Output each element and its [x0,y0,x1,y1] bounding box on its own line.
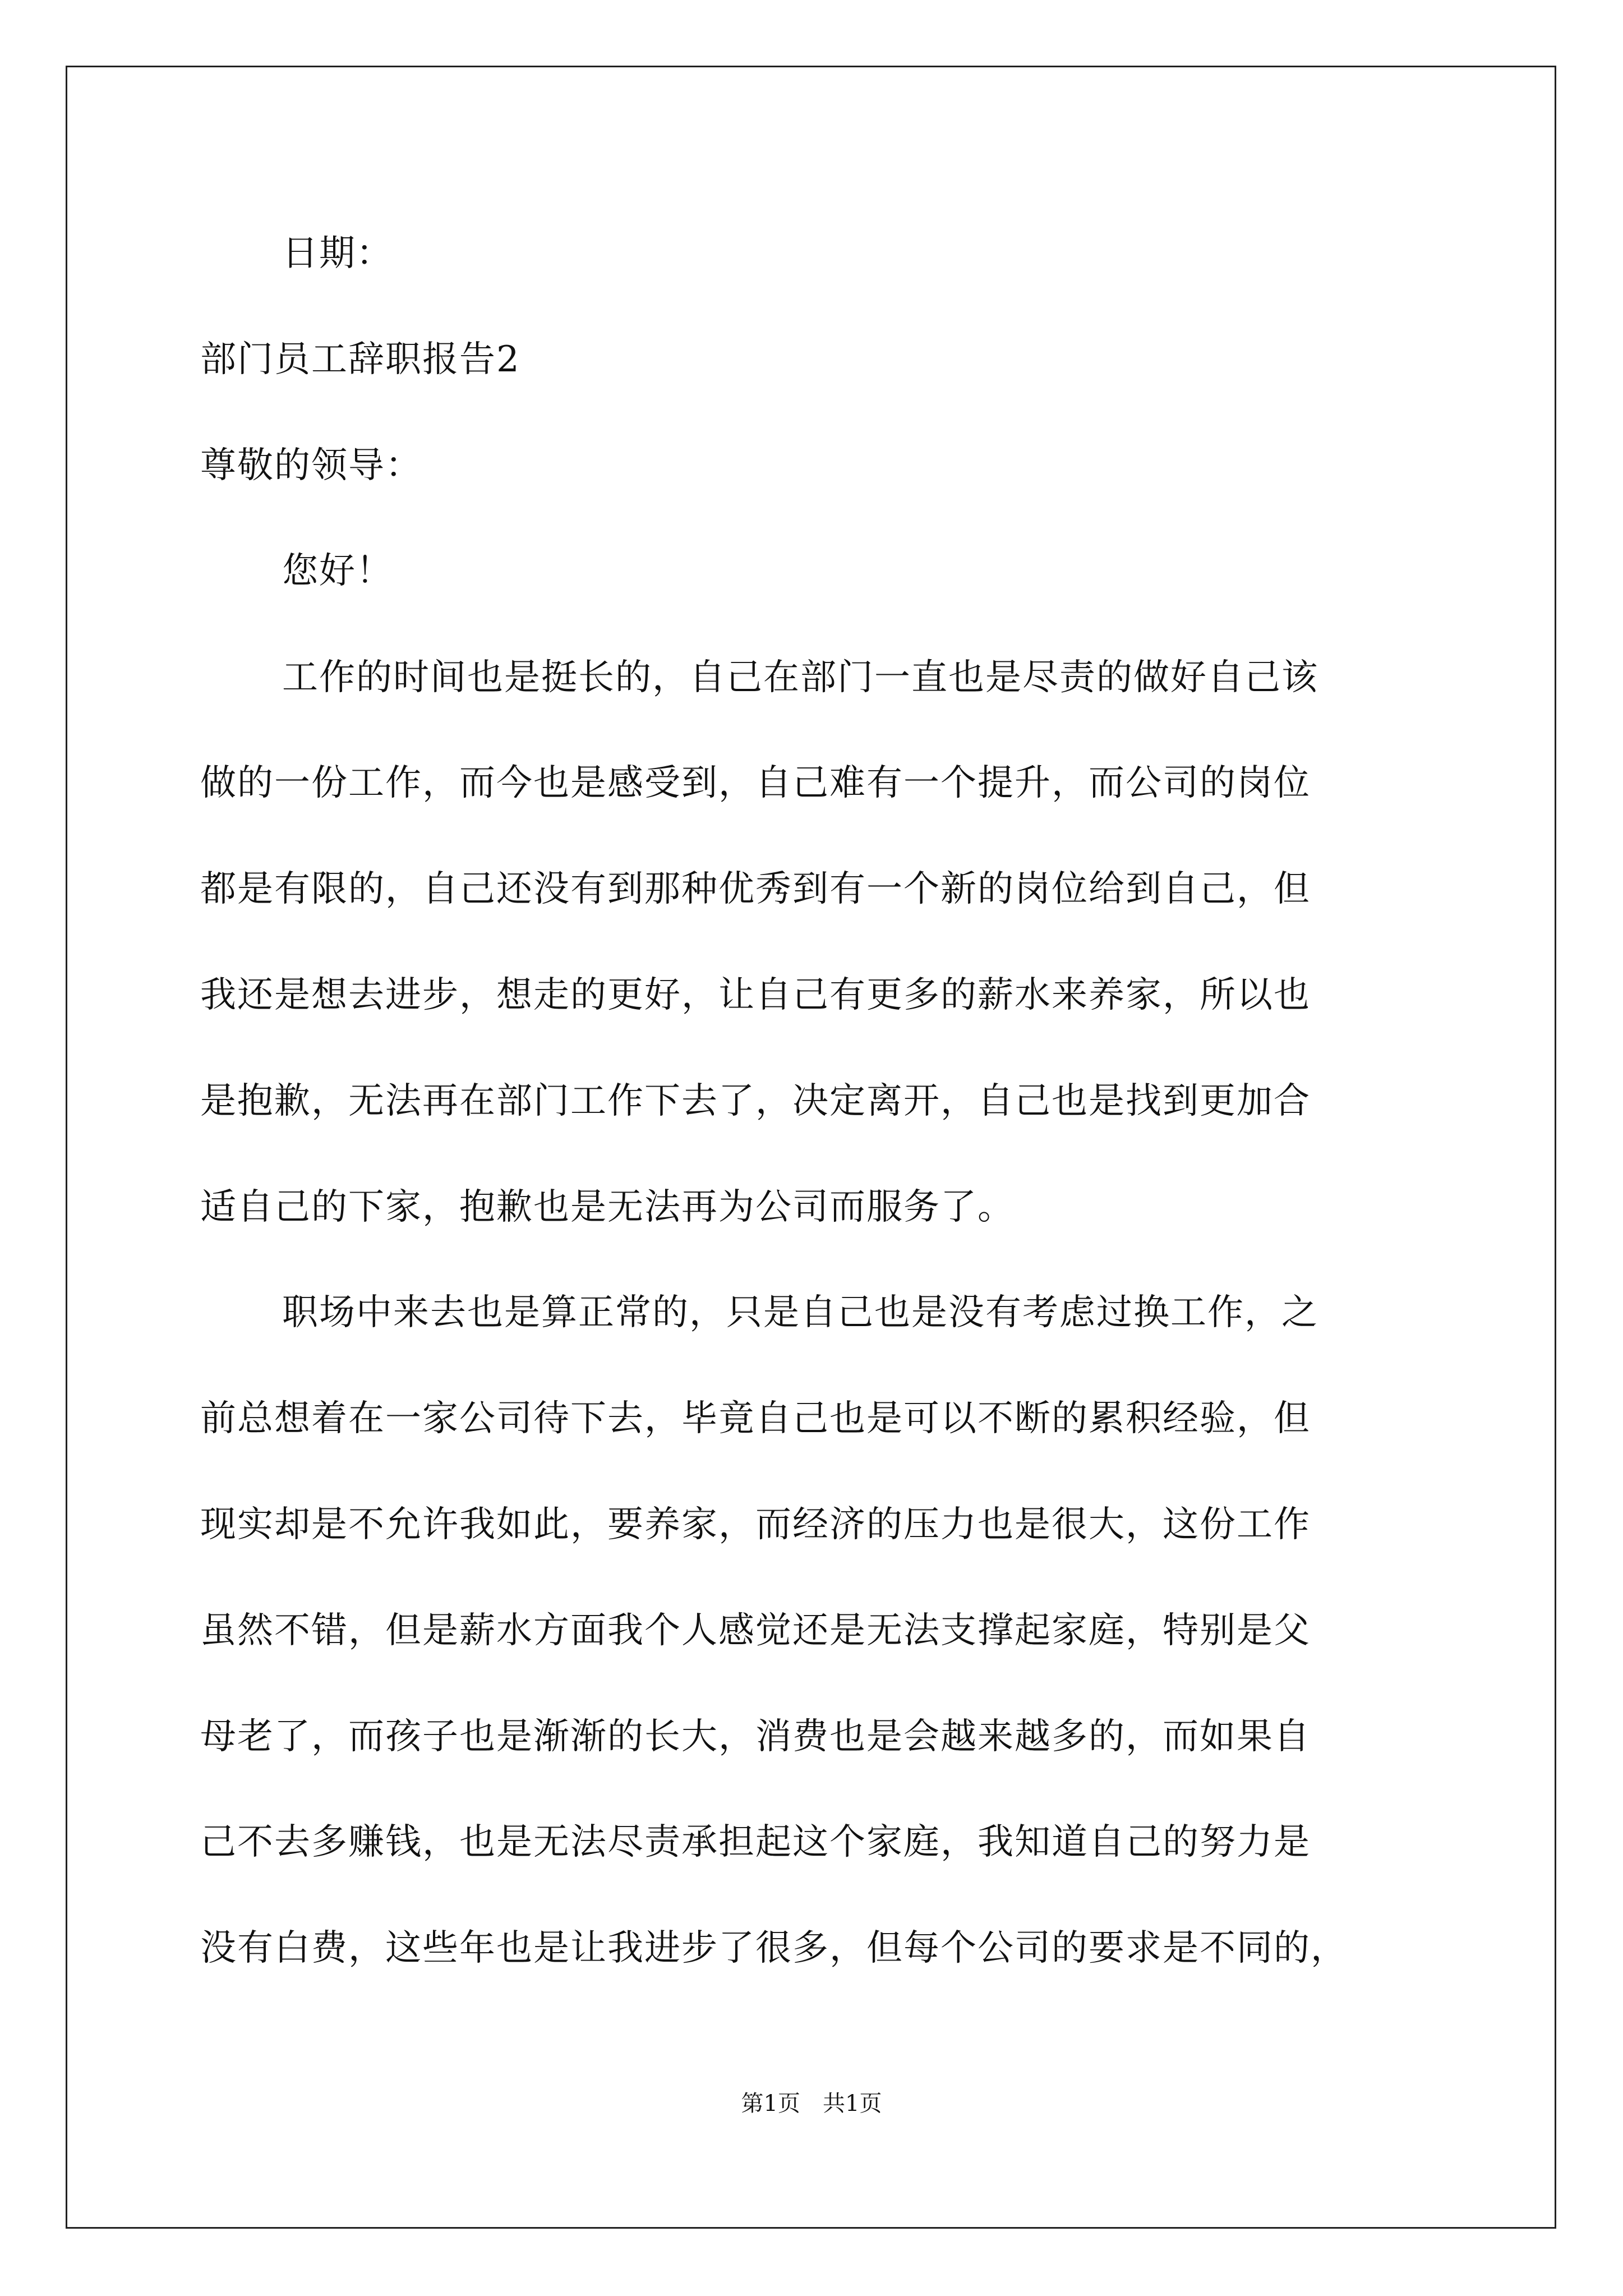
paragraph-2-line: 虽然不错，但是薪水方面我个人感觉还是无法支撑起家庭，特别是父 [200,1610,1311,1651]
paragraph-1-line: 都是有限的，自己还没有到那种优秀到有一个新的岗位给到自己，但 [200,868,1311,910]
page-border [66,66,1556,2229]
date-label: 日期： [282,233,393,274]
salutation: 尊敬的领导： [200,445,422,486]
page-number-footer: 第1页 共1页 [741,2091,882,2116]
paragraph-1-line: 是抱歉，无法再在部门工作下去了，决定离开，自己也是找到更加合 [200,1080,1311,1122]
paragraph-1-line: 适自己的下家，抱歉也是无法再为公司而服务了。 [200,1186,1015,1228]
greeting: 您好！ [282,550,393,592]
paragraph-1-line: 工作的时间也是挺长的，自己在部门一直也是尽责的做好自己该 [282,657,1318,698]
paragraph-1-line: 我还是想去进步，想走的更好，让自己有更多的薪水来养家，所以也 [200,974,1311,1016]
paragraph-2-line: 职场中来去也是算正常的，只是自己也是没有考虑过换工作，之 [282,1292,1318,1333]
document-title: 部门员工辞职报告2 [200,339,520,380]
paragraph-2-line: 母老了，而孩子也是渐渐的长大，消费也是会越来越多的，而如果自 [200,1716,1311,1757]
paragraph-2-line: 前总想着在一家公司待下去，毕竟自己也是可以不断的累积经验，但 [200,1398,1311,1439]
paragraph-2-line: 现实却是不允许我如此，要养家，而经济的压力也是很大，这份工作 [200,1504,1311,1545]
paragraph-2-line: 没有白费，这些年也是让我进步了很多，但每个公司的要求是不同的， [200,1927,1348,1969]
paragraph-1-line: 做的一份工作，而今也是感受到，自己难有一个提升，而公司的岗位 [200,762,1311,804]
paragraph-2-line: 己不去多赚钱，也是无法尽责承担起这个家庭，我知道自己的努力是 [200,1821,1311,1863]
